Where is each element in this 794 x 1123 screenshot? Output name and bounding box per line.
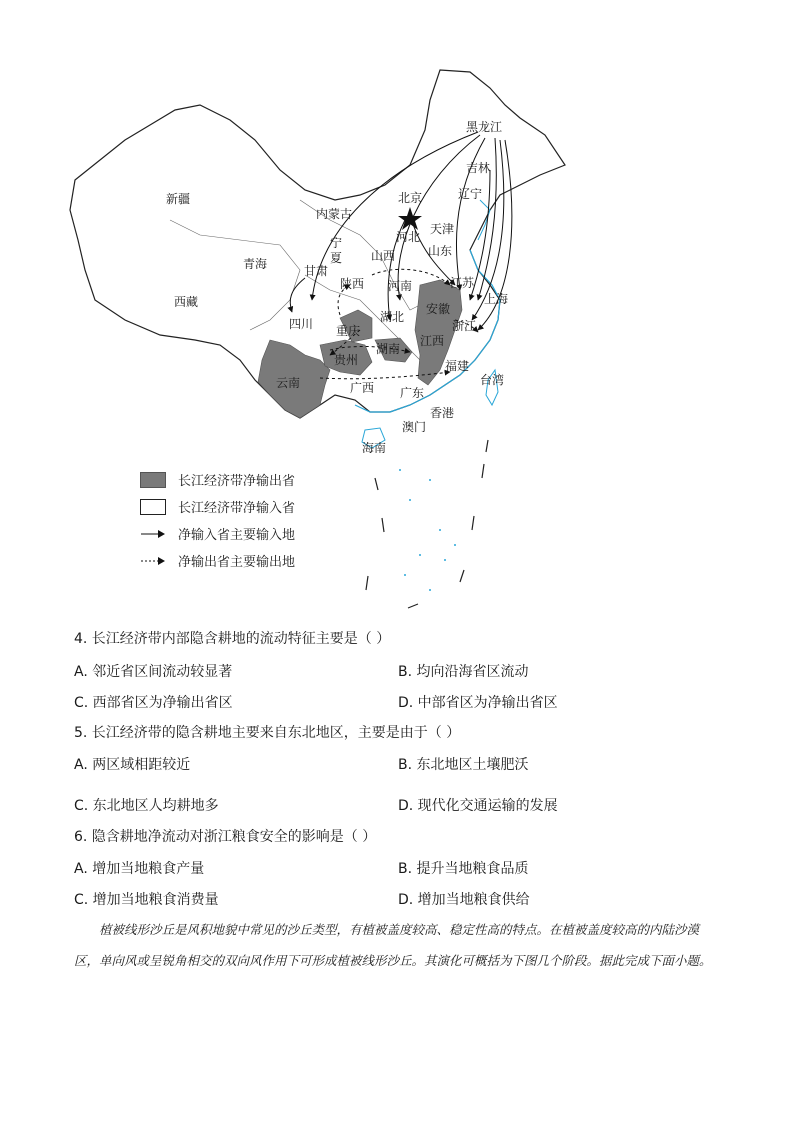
label-jiangsu: 江苏 [450, 276, 475, 290]
question-5-option-d[interactable]: D. 现代化交通运输的发展 [398, 798, 558, 814]
nine-dash-line [366, 440, 488, 608]
legend-main-output: 净输出省主要输出地 [140, 547, 295, 574]
dashed-arrow-icon [140, 553, 166, 569]
label-xizang: 西藏 [174, 295, 199, 309]
label-yunnan: 云南 [276, 376, 301, 390]
label-hubei: 湖北 [380, 310, 405, 324]
label-guangxi: 广西 [350, 381, 375, 395]
net-output-swatch [140, 472, 166, 488]
question-6-stem: 6. 隐含耕地净流动对浙江粮食安全的影响是（ ） [74, 829, 377, 845]
label-ningxia-2: 夏 [330, 251, 343, 265]
map-legend [140, 466, 295, 574]
legend-net-input: 长江经济带净输入省 [140, 493, 295, 520]
question-4-option-a[interactable]: A. 邻近省区间流动较显著 [74, 664, 233, 680]
question-4-option-d[interactable]: D. 中部省区为净输出省区 [398, 695, 558, 711]
label-hebei: 河北 [396, 230, 421, 244]
label-hainan: 海南 [362, 441, 387, 455]
label-xianggang: 香港 [430, 406, 455, 420]
legend-net-output: 长江经济带净输出省 [140, 466, 295, 493]
question-6-option-d[interactable]: D. 增加当地粮食供给 [398, 892, 530, 908]
question-5-option-b[interactable]: B. 东北地区土壤肥沃 [398, 757, 529, 773]
question-4-stem: 4. 长江经济带内部隐含耕地的流动特征主要是（ ） [74, 631, 391, 647]
label-jiangxi: 江西 [420, 334, 445, 348]
label-fujian: 福建 [445, 359, 470, 373]
question-6-option-a[interactable]: A. 增加当地粮食产量 [74, 861, 205, 877]
question-5-option-c[interactable]: C. 东北地区人均耕地多 [74, 798, 219, 814]
label-anhui: 安徽 [426, 302, 451, 316]
passage-text: 植被线形沙丘是风积地貌中常见的沙丘类型，有植被盖度较高、稳定性高的特点。在植被盖度较高的内陆沙漠区，单向风或呈锐角相交的双向风作用下可形成植被线形沙丘。其演化可概括为下图几个阶段。据此完成下面小题。 [74, 922, 712, 968]
label-beijing: 北京 [398, 191, 423, 205]
question-6-option-b[interactable]: B. 提升当地粮食品质 [398, 861, 529, 877]
label-tianjin: 天津 [430, 222, 455, 236]
solid-arrow-icon [140, 526, 166, 542]
question-5-stem: 5. 长江经济带的隐含耕地主要来自东北地区，主要是由于（ ） [74, 725, 461, 741]
label-shaanxi: 陕西 [340, 277, 365, 291]
label-jilin: 吉林 [466, 161, 491, 175]
label-shanghai: 上海 [484, 292, 509, 306]
label-guizhou: 贵州 [334, 353, 359, 367]
label-liaoning: 辽宁 [458, 187, 483, 201]
label-sichuan: 四川 [289, 317, 314, 331]
label-shandong: 山东 [428, 244, 453, 258]
label-xinjiang: 新疆 [166, 192, 191, 206]
label-chongqing: 重庆 [336, 324, 361, 338]
label-aomen: 澳门 [402, 420, 427, 434]
question-5-option-a[interactable]: A. 两区域相距较近 [74, 757, 191, 773]
label-taiwan: 台湾 [480, 373, 505, 387]
label-heilongjiang: 黑龙江 [466, 120, 503, 134]
label-guangdong: 广东 [400, 386, 425, 400]
question-6-option-c[interactable]: C. 增加当地粮食消费量 [74, 892, 219, 908]
south-china-sea-islands [399, 469, 456, 591]
label-neimenggu: 内蒙古 [316, 207, 353, 221]
label-zhejiang: 浙江 [452, 319, 477, 333]
question-4-option-b[interactable]: B. 均向沿海省区流动 [398, 664, 529, 680]
label-qinghai: 青海 [243, 257, 268, 271]
label-shanxi: 山西 [371, 249, 396, 263]
label-gansu: 甘肃 [304, 264, 329, 278]
question-4-option-c[interactable]: C. 西部省区为净输出省区 [74, 695, 233, 711]
label-ningxia-1: 宁 [330, 236, 343, 250]
net-input-swatch [140, 499, 166, 515]
legend-main-input: 净输入省主要输入地 [140, 520, 295, 547]
label-hunan: 湖南 [376, 342, 401, 356]
label-henan: 河南 [388, 279, 413, 293]
